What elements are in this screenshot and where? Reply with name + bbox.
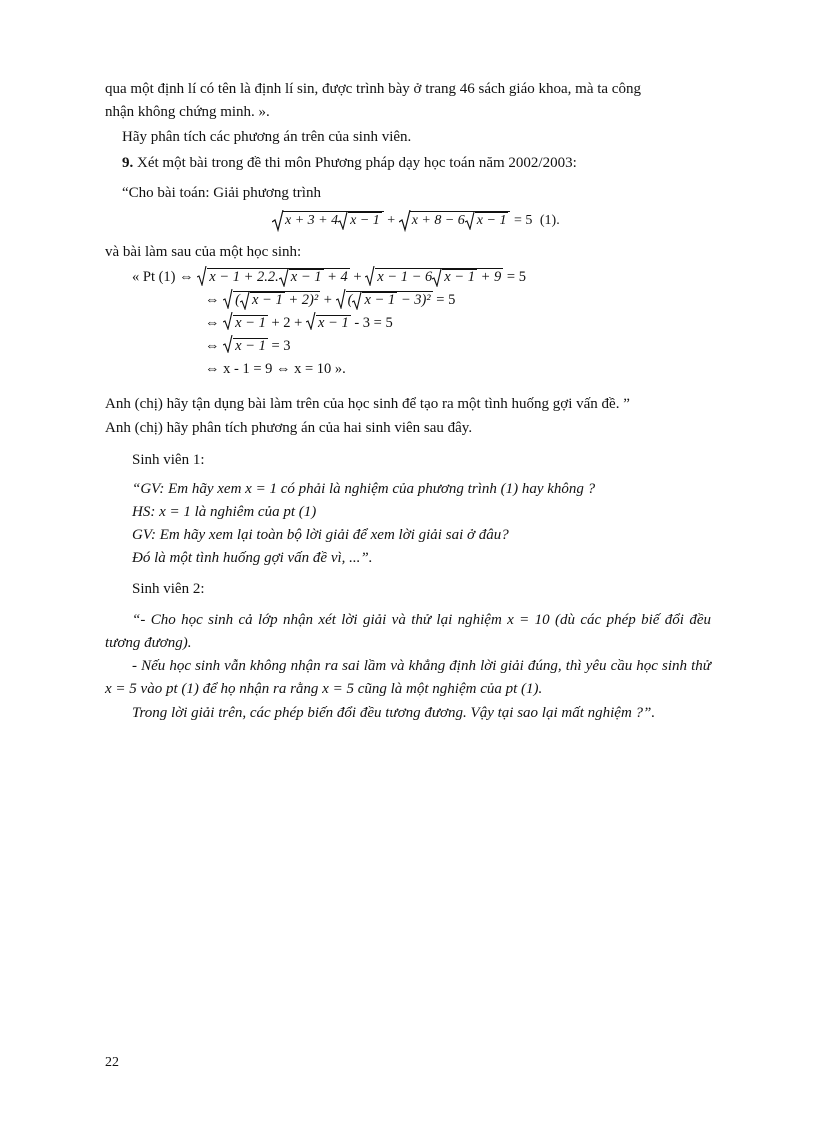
student-2-para-1: “- Cho học sinh cả lớp nhận xét lời giải và thử lại nghiệm x = 10 (dù các phép biế đổi đều tương đương).	[105, 612, 711, 651]
quote-intro: “Cho bài toán: Giải phương trình	[122, 185, 321, 201]
intro-line-1: qua một định lí có tên là định lí sin, được trình bày ở trang 46 sách giáo khoa, mà ta công	[105, 81, 641, 97]
step-4: ⇔ x − 1 = 3	[132, 335, 526, 358]
student-1-line-4: Đó là một tình huống gợi vấn đề vì, ...”.	[132, 550, 373, 566]
radical-sign-icon	[272, 210, 284, 232]
student-2-label: Sinh viên 2:	[132, 581, 205, 597]
task-1: Anh (chị) hãy tận dụng bài làm trên của học sinh để tạo ra một tình huống gợi vấn đề. ”	[105, 396, 630, 412]
radical-sign-icon	[352, 292, 362, 310]
radical-sign-icon	[338, 212, 348, 230]
student-1-label: Sinh viên 1:	[132, 452, 205, 468]
radical-sign-icon	[197, 266, 207, 286]
step-5: ⇔ x - 1 = 9 ⇔ x = 10 ».	[205, 361, 346, 377]
item-9-text: Xét một bài trong đề thi môn Phương pháp dạy học toán năm 2002/2003:	[137, 155, 577, 171]
page-number: 22	[105, 1055, 119, 1070]
item-9-number: 9.	[122, 155, 134, 171]
task-2: Anh (chị) hãy phân tích phương án của hai sinh viên sau đây.	[105, 420, 473, 436]
step-3: ⇔ x − 1 + 2 + x − 1 - 3 = 5	[132, 312, 526, 335]
radical-sign-icon	[399, 210, 411, 232]
solution-steps	[132, 266, 526, 381]
radical-sign-icon	[336, 289, 346, 309]
student-2-para-3: Trong lời giải trên, các phép biến đổi đều tương đương. Vậy tại sao lại mất nghiệm ?”.	[132, 705, 656, 721]
radical-sign-icon	[432, 269, 442, 287]
student-1-line-2: HS: x = 1 là nghiêm của pt (1)	[132, 504, 317, 520]
student-1-line-3: GV: Em hãy xem lại toàn bộ lời giải để xem lời giải sai ở đâu?	[132, 527, 509, 543]
student-2-para-2: - Nếu học sinh vẫn không nhận ra sai lầm và khẳng định lời giải đúng, thì yêu cầu học sinh thử x = 5 vào pt (1) để họ nhận ra rằng x = 5 cũng là một nghiệm của pt (1).	[105, 658, 711, 697]
radical-1: x + 3 + 4 x − 1	[272, 211, 384, 231]
item-9-heading	[122, 152, 711, 175]
intro-line-2: nhận không chứng minh. ».	[105, 104, 270, 120]
radical-sign-icon	[223, 335, 233, 353]
main-equation: x + 3 + 4 x − 1 + x + 8 − 6 x − 1 = 5 (1).	[272, 211, 560, 231]
step-1: « Pt (1) ⇔ x − 1 + 2.2. x − 1 + 4 + x − 1 − 6 x − 1 + 9 = 5	[132, 266, 526, 289]
radical-sign-icon	[223, 289, 233, 309]
student-intro: và bài làm sau của một học sinh:	[105, 244, 302, 260]
radical-sign-icon	[306, 312, 316, 330]
radical-sign-icon	[365, 266, 375, 286]
radical-sign-icon	[465, 212, 475, 230]
student-1-line-1: “GV: Em hãy xem x = 1 có phải là nghiệm của phương trình (1) hay không ?	[132, 481, 596, 497]
radical-sign-icon	[279, 269, 289, 287]
radical-sign-icon	[240, 292, 250, 310]
equation-label: (1).	[539, 213, 560, 228]
step-2: ⇔ ( x − 1 + 2)² + ( x − 1 − 3)² = 5	[132, 289, 526, 312]
intro-line-3: Hãy phân tích các phương án trên của sinh viên.	[122, 129, 412, 145]
radical-2: x + 8 − 6 x − 1	[399, 211, 511, 231]
radical-sign-icon	[223, 312, 233, 330]
